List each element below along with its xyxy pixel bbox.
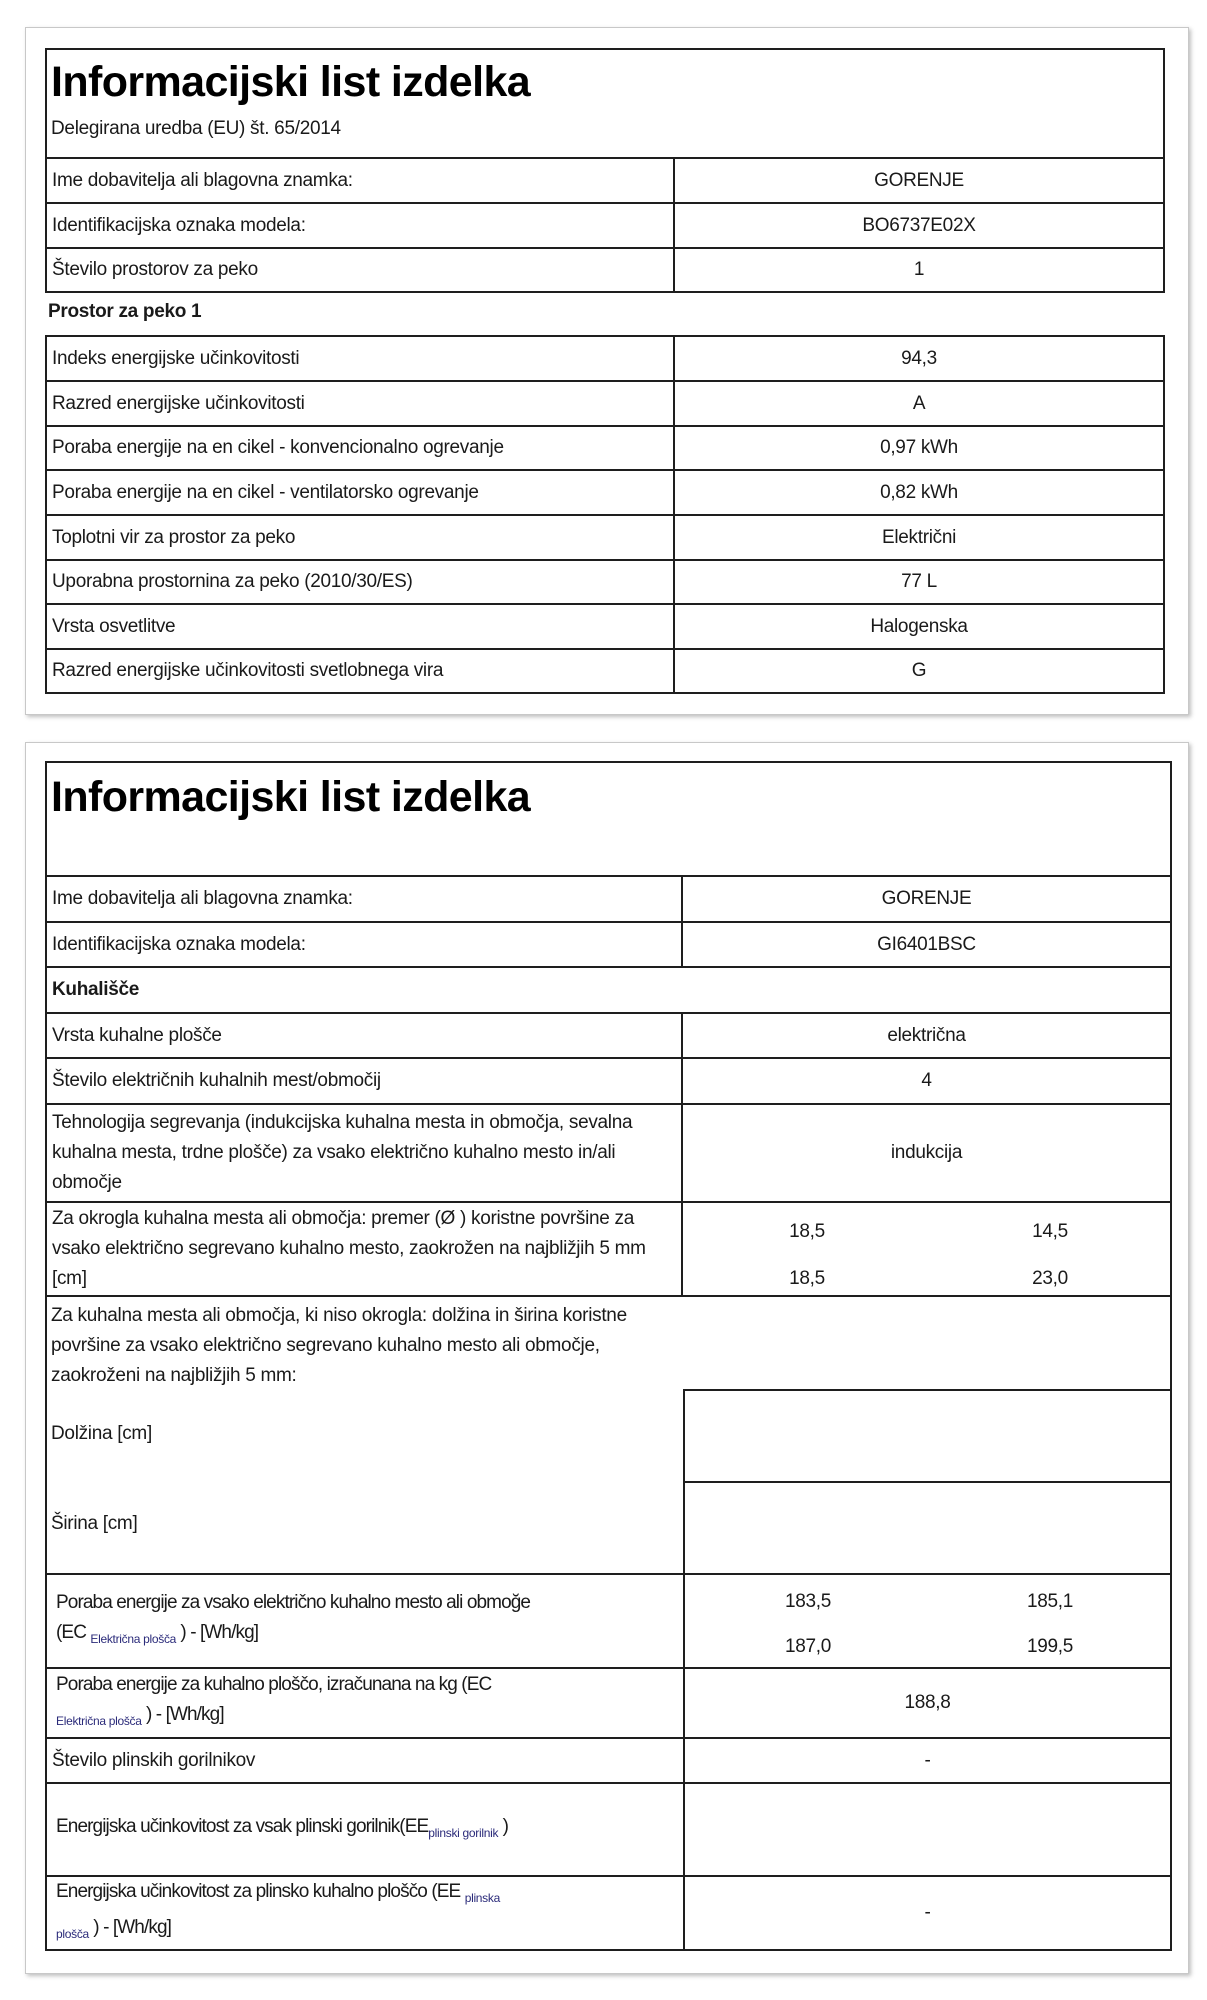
heat-source-label: Toplotni vir za prostor za peko [45,514,675,561]
ee-burner-label-sub: plinski gorilnik [428,1825,499,1840]
ee-burner-value [683,1782,1172,1877]
cavity-section-title: Prostor za peko 1 [48,301,202,322]
width-value [683,1481,1172,1575]
ee-hob-label-sub1: plinska [464,1891,500,1905]
diameter-value: 23,0 [1032,1268,1068,1289]
hob-section-title: Kuhališče [45,966,1172,1014]
model-value: BO6737E02X [673,202,1165,249]
hob-type-value: električna [681,1012,1172,1059]
ec-zone-values [683,1573,1172,1669]
supplier-value: GORENJE [681,875,1172,923]
ee-hob-label [45,1875,685,1951]
cavities-label: Število prostorov za peko [45,247,675,293]
model-value: GI6401BSC [681,921,1172,968]
diameter-values [681,1201,1172,1297]
fan-energy-label: Poraba energije na en cikel - ventilatorsko ogrevanje [45,469,675,516]
ec-zone-label-suffix: ) - [Wh/kg] [176,1622,259,1643]
hob-type-label: Vrsta kuhalne plošče [45,1012,683,1059]
sheet2-header [45,761,1172,877]
ec-zone-label-prefix: (EC [56,1622,91,1643]
diameter-label: Za okrogla kuhalna mesta ali območja: premer (Ø ) koristne površine za vsako električno segrevano kuhalno mesto, zaokrožen na najbližjih 5 mm [cm] [45,1201,683,1297]
sheet2-title: Informacijski list izdelka [51,773,531,821]
heating-tech-label: Tehnologija segrevanja (indukcijska kuhalna mesta in območja, sevalna kuhalna mesta, trdne plošče) za vsako električno kuhalno mesto in/ali območje [45,1103,683,1203]
gas-burners-label: Število plinskih gorilnikov [45,1737,685,1784]
width-label: Širina [cm] [51,1513,138,1534]
ee-burner-label [45,1782,685,1877]
diameter-value: 18,5 [789,1221,825,1242]
sheet1-regulation: Delegirana uredba (EU) št. 65/2014 [51,118,341,139]
energy-class-value: A [673,380,1165,427]
ec-zone-value: 199,5 [1026,1636,1074,1657]
ee-hob-label-sub2: plošča [56,1927,89,1941]
eei-value: 94,3 [673,335,1165,382]
sheet1-header [45,48,1165,159]
ee-hob-label-main: Energijska učinkovitost za plinsko kuhalno ploščo (EE [56,1881,465,1902]
volume-label: Uporabna prostornina za peko (2010/30/ES) [45,559,675,605]
ee-burner-label-main: Energijska učinkovitost za vsak plinski gorilnik(EE [56,1815,429,1837]
volume-value: 77 L [673,559,1165,605]
supplier-label: Ime dobavitelja ali blagovna znamka: [45,157,675,204]
sheet1-title: Informacijski list izdelka [51,58,531,106]
zones-label: Število električnih kuhalnih mest/območij [45,1057,683,1105]
eei-label: Indeks energijske učinkovitosti [45,335,675,382]
length-label: Dolžina [cm] [51,1423,152,1444]
supplier-label: Ime dobavitelja ali blagovna znamka: [45,875,683,923]
model-label: Identifikacijska oznaka modela: [45,921,683,968]
light-class-label: Razred energijske učinkovitosti svetlobnega vira [45,648,675,694]
lighting-type-label: Vrsta osvetlitve [45,603,675,650]
ee-hob-value: - [683,1875,1172,1951]
fan-energy-value: 0,82 kWh [673,469,1165,516]
ec-hob-label-sub: Električna plošča [56,1714,142,1728]
gas-burners-value: - [683,1737,1172,1784]
ee-burner-label-suffix: ) [498,1815,508,1837]
supplier-value: GORENJE [673,157,1165,204]
ec-zone-label-main: Poraba energije za vsako električno kuhalno mesto ali obmoğe [56,1592,531,1613]
nonround-label: Za kuhalna mesta ali območja, ki niso okrogla: dolžina in širina koristne površine za vsako električno segrevano kuhalno mesto ali območje, zaokroženi na najbližjih 5 mm: [51,1305,627,1386]
ec-hob-label-main: Poraba energije za kuhalno ploščo, izračunana na kg (EC [56,1674,492,1695]
diameter-value: 14,5 [1032,1221,1068,1242]
model-label: Identifikacijska oznaka modela: [45,202,675,249]
length-value [683,1389,1172,1483]
cavities-value: 1 [673,247,1165,293]
light-class-value: G [673,648,1165,694]
heating-tech-value: indukcija [681,1103,1172,1203]
zones-value: 4 [681,1057,1172,1105]
ec-hob-value: 188,8 [683,1667,1172,1739]
energy-class-label: Razred energijske učinkovitosti [45,380,675,427]
lighting-type-value: Halogenska [673,603,1165,650]
heat-source-value: Električni [673,514,1165,561]
conventional-energy-label: Poraba energije na en cikel - konvencionalno ogrevanje [45,425,675,471]
ec-hob-label [45,1667,685,1739]
ee-hob-label-suffix: ) - [Wh/kg] [88,1917,171,1938]
ec-zone-value: 185,1 [1026,1591,1074,1612]
conventional-energy-value: 0,97 kWh [673,425,1165,471]
ec-zone-label-sub: Električna plošča [90,1632,177,1646]
ec-zone-label [45,1573,685,1669]
ec-zone-value: 187,0 [784,1636,832,1657]
ec-zone-value: 183,5 [784,1591,832,1612]
diameter-value: 18,5 [789,1268,825,1289]
ec-hob-label-suffix: ) - [Wh/kg] [141,1704,224,1725]
